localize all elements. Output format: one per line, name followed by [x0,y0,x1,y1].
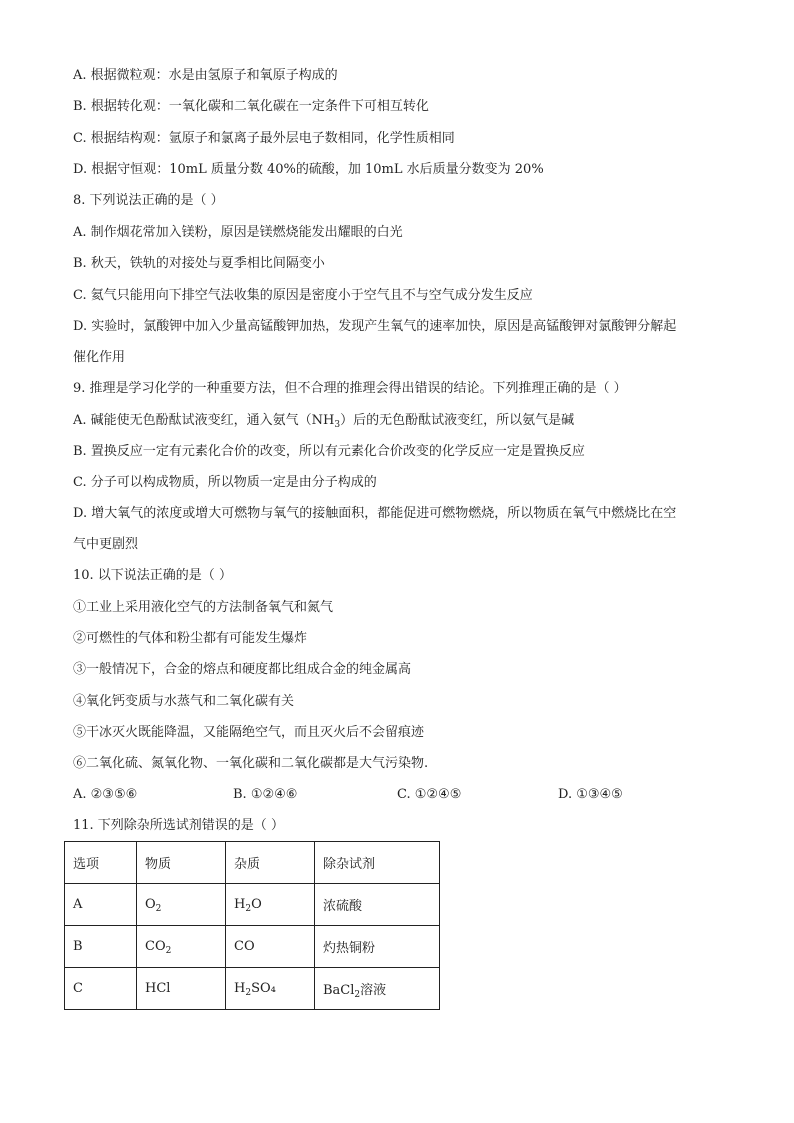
q10-stem: 10. 以下说法正确的是（ ） [73,568,232,583]
formula-base: CO [234,939,255,954]
reagent-tail: 溶液 [360,983,387,998]
cell-substance [137,884,226,926]
formula-subscript: 2 [245,904,252,914]
cell-option: C [65,968,137,1010]
q10-item-5: ⑤干冰灭火既能降温，又能隔绝空气，而且灭火后不会留痕迹 [73,725,425,740]
q9-a-text-tail: ）后的无色酚酞试液变红，所以氨气是碱 [340,413,575,428]
cell-impurity [226,884,315,926]
q9-option-b: B. 置换反应一定有元素化合价的改变，所以有元素化合价改变的化学反应一定是置换反应 [73,444,585,459]
q10-choice-a: A. ②③⑤⑥ [73,787,138,802]
q8-option-b: B. 秋天，铁轨的对接处与夏季相比间隔变小 [73,256,325,271]
q9-a-subscript: 3 [334,420,341,430]
q8-option-d-continued: 催化作用 [73,350,126,365]
cell-reagent [315,968,440,1010]
q8-option-d: D. 实验时，氯酸钾中加入少量高锰酸钾加热，发现产生氧气的速率加快，原因是高锰酸钾对氯酸钾分解起 [73,319,677,334]
q8-option-c: C. 氦气只能用向下排空气法收集的原因是密度小于空气且不与空气成分发生反应 [73,288,533,303]
q7-option-c: C. 根据结构观：氩原子和氯离子最外层电子数相同，化学性质相同 [73,131,455,146]
formula-tail: O [251,897,262,912]
q10-item-6: ⑥二氧化硫、氮氧化物、一氧化碳和二氧化碳都是大气污染物. [73,756,429,771]
q10-item-3: ③一般情况下，合金的熔点和硬度都比组成合金的纯金属高 [73,662,412,677]
header-impurity: 杂质 [226,842,315,884]
cell-impurity [226,968,315,1010]
table-row [65,926,440,968]
q7-option-a: A. 根据微粒观：水是由氢原子和氧原子构成的 [73,68,338,83]
q11-table [64,841,440,1010]
q7-option-d: D. 根据守恒观：10mL 质量分数 40%的硫酸，加 10mL 水后质量分数变为 20% [73,162,544,177]
cell-impurity [226,926,315,968]
q9-a-text: A. 碱能使无色酚酞试液变红，通入氨气（NH [73,413,335,428]
cell-option: B [65,926,137,968]
header-substance: 物质 [137,842,226,884]
q9-stem: 9. 推理是学习化学的一种重要方法，但不合理的推理会得出错误的结论。下列推理正确的是（ ） [73,381,627,396]
q9-option-d-continued: 气中更剧烈 [73,537,139,552]
q8-stem: 8. 下列说法正确的是（ ） [73,193,224,208]
q9-option-a [73,413,574,429]
cell-option: A [65,884,137,926]
q8-option-a: A. 制作烟花常加入镁粉，原因是镁燃烧能发出耀眼的白光 [73,225,403,240]
reagent-text: 浓硫酸 [323,899,363,914]
formula-base: HCl [145,981,171,996]
formula-base: H [234,981,246,996]
q9-option-d: D. 增大氧气的浓度或增大可燃物与氧气的接触面积，都能促进可燃物燃烧，所以物质在氧气中燃烧比在空 [73,506,677,521]
cell-reagent [315,926,440,968]
q9-option-c: C. 分子可以构成物质，所以物质一定是由分子构成的 [73,475,377,490]
formula-tail: SO₄ [251,981,276,996]
table-row [65,968,440,1010]
q10-choice-b: B. ①②④⑥ [233,787,298,802]
formula-base: O [145,897,156,912]
header-option: 选项 [65,842,137,884]
formula-subscript: 2 [165,946,172,956]
q11-stem: 11. 下列除杂所选试剂错误的是（ ） [73,818,284,833]
q7-option-b: B. 根据转化观：一氧化碳和二氧化碳在一定条件下可相互转化 [73,99,429,114]
cell-substance [137,926,226,968]
q10-item-1: ①工业上采用液化空气的方法制备氧气和氮气 [73,600,334,615]
q10-choice-d: D. ①③④⑤ [558,787,623,802]
q10-item-2: ②可燃性的气体和粉尘都有可能发生爆炸 [73,631,308,646]
table-header-row [65,842,440,884]
cell-reagent [315,884,440,926]
reagent-text: BaCl [323,983,355,998]
header-reagent: 除杂试剂 [315,842,440,884]
formula-subscript: 2 [354,990,361,1000]
formula-subscript: 2 [155,904,162,914]
table-row [65,884,440,926]
reagent-text: 灼热铜粉 [323,941,376,956]
q10-choice-c: C. ①②④⑤ [397,787,462,802]
formula-subscript: 2 [245,988,252,998]
formula-base: CO [145,939,166,954]
q10-item-4: ④氧化钙变质与水蒸气和二氧化碳有关 [73,694,295,709]
cell-substance [137,968,226,1010]
formula-base: H [234,897,246,912]
